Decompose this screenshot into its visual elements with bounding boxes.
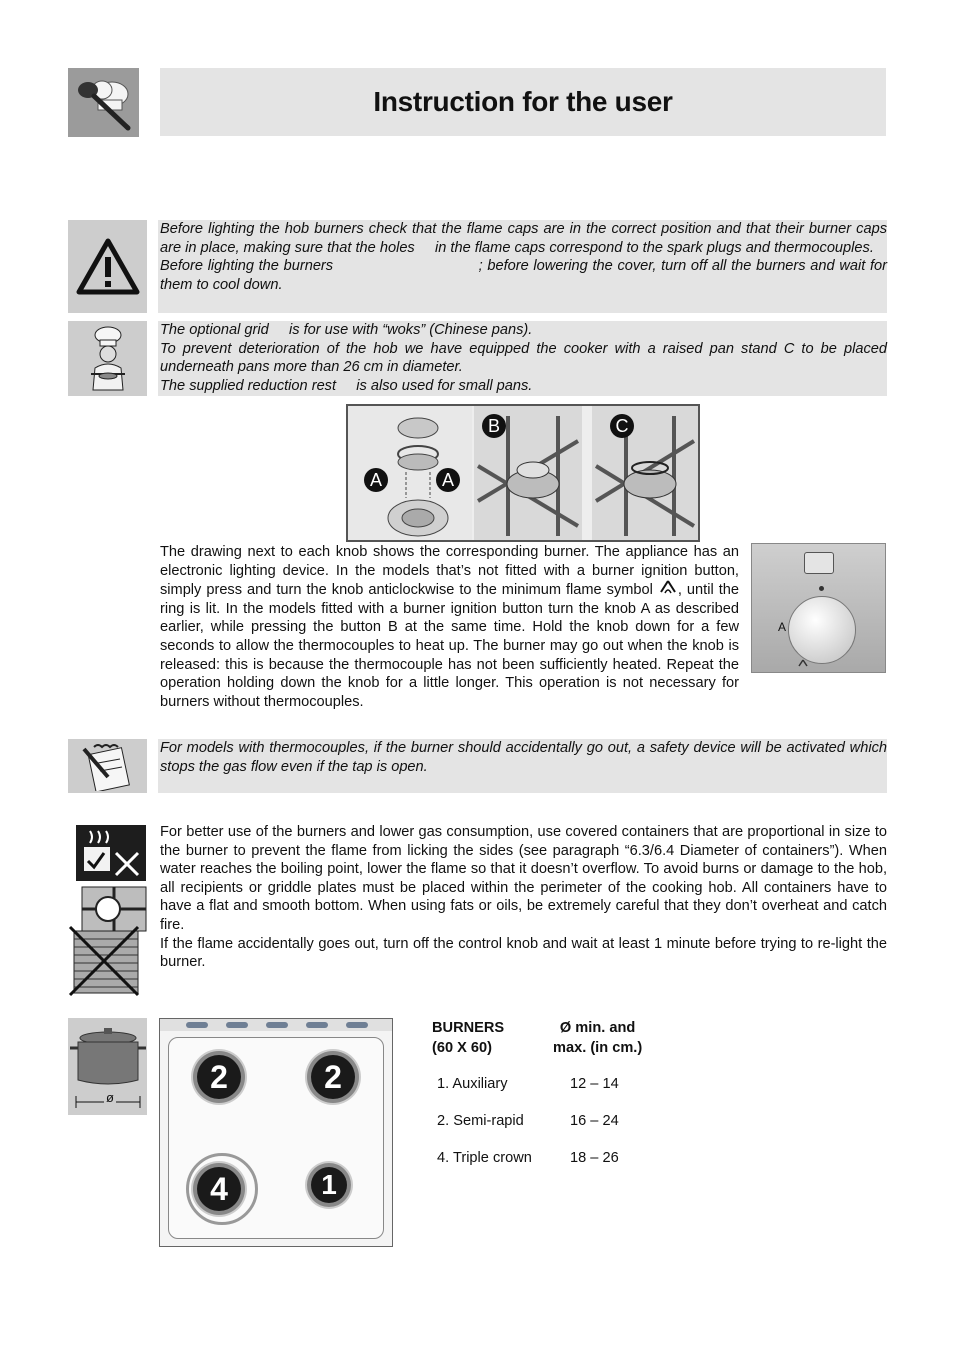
table-row-range: 16 – 24: [570, 1113, 619, 1129]
ignition-button: [804, 552, 834, 574]
containers-para-2: If the flame accidentally goes out, turn off the control knob and wait at least 1 minute before trying to re-light the burner.: [160, 935, 887, 971]
chef-line-1: The optional grid is for use with “woks” (Chinese pans).: [160, 322, 533, 338]
burner-auxiliary: 1: [311, 1167, 347, 1203]
warning-icon-box: [68, 220, 147, 313]
note-icon-box: [68, 739, 147, 793]
chef-spoon-logo: [68, 68, 139, 137]
title-bar: [160, 68, 886, 136]
warning-line-1: Before lighting the hob burners check that the flame caps are in the correct position and that their burner caps are in place, making sure that the holes in the flame caps correspond to the spark plugs and thermocouples.: [160, 221, 892, 256]
pot-diameter-icon-box: [68, 1018, 147, 1115]
min-flame-icon: [658, 580, 678, 596]
note-text: For models with thermocouples, if the burner should accidentally go out, a safety device will be activated which stops the gas flow even if the tap is open.: [160, 740, 887, 775]
burner-semi-rapid-left: 2: [197, 1055, 241, 1099]
warning-text: [160, 220, 892, 294]
chef-icon-box: [68, 321, 147, 396]
burner-assembly-drawing: [348, 406, 698, 540]
burner-semi-rapid-right: 2: [311, 1055, 355, 1099]
containers-icon-stack: [68, 823, 147, 997]
chef-text: [160, 321, 887, 395]
table-row-range: 12 – 14: [570, 1076, 619, 1092]
knob-dial: [788, 596, 856, 664]
chef-line-2: To prevent deterioration of the hob we have equipped the cooker with a raised pan stand C to be placed underneath pans more than 26 cm in diameter.: [160, 340, 887, 376]
table-header-burners: BURNERS (60 X 60): [432, 1020, 505, 1056]
label-c: C: [610, 414, 634, 438]
page-title: Instruction for the user: [373, 86, 673, 117]
hob-knob-mark: [186, 1022, 208, 1028]
warning-line-2: Before lighting the burners ; before lowering the cover, turn off all the burners and wait for them to cool down.: [160, 258, 892, 293]
diameter-label: ø: [106, 1090, 114, 1105]
containers-para-1: For better use of the burners and lower gas consumption, use covered containers that are proportional in size to the burner to prevent the flame from licking the sides (see paragraph “6.3/6.4 Diameter of containers”). When water reaches the boiling point, lower the flame so that it doesn’t overflow. To avoid burns or damage to the hob, all recipients or griddle plates must be placed within the perimeter of the cooking hob. All containers have to have a flat and smooth bottom. When using fats or oils, be extremely careful that they don’t overheat and catch fire.: [160, 824, 887, 933]
hob-knob-mark: [346, 1022, 368, 1028]
knob-dot: [819, 586, 824, 591]
label-a-right: A: [436, 468, 460, 492]
knob-figure: [751, 543, 886, 673]
table-row: 1. Auxiliary: [437, 1076, 508, 1092]
chef-line-3: The supplied reduction rest is also used for small pans.: [160, 377, 533, 394]
label-a-left: A: [364, 468, 388, 492]
table-row: 2. Semi-rapid: [437, 1113, 524, 1129]
knob-text-part1: The drawing next to each knob shows the corresponding burner. The appliance has an electronic lighting device. In the models that’s not fitted with a burner ignition button, simply press and turn the knob anticlockwise to the minimum flame symbol: [160, 544, 739, 599]
burner-triple-crown: 4: [197, 1167, 241, 1211]
warning-triangle-icon: [76, 238, 140, 296]
label-b: B: [482, 414, 506, 438]
burner-assembly-figure: [346, 404, 700, 542]
knob-text-part2: , until the ring is lit. In the models fitted with a burner ignition button turn the knob A as described earlier, while pressing the button B at the same time. Hold the knob down for a few seconds to allow the thermocouples to heat up. The burner may go out when the knob is released: this is because the thermocouple has not been sufficiently heated. Repeat the operation holding down the knob for a little longer. This operation is not necessary for burners without thermocouples.: [160, 582, 739, 710]
table-header-diameter: Ø min. and max. (in cm.): [553, 1020, 643, 1056]
chef-hat-spoon-icon: [68, 68, 139, 137]
hob-knob-mark: [226, 1022, 248, 1028]
notepad-pencil-icon: [78, 741, 138, 791]
table-row-range: 18 – 26: [570, 1150, 619, 1166]
cookware-rules-icon: [68, 823, 147, 997]
knob-instructions: [160, 543, 739, 711]
knob-label-a: A: [778, 620, 787, 634]
hob-diagram: [159, 1018, 393, 1247]
hob-knob-mark: [266, 1022, 288, 1028]
table-row: 4. Triple crown: [437, 1150, 532, 1166]
containers-text: [160, 823, 887, 972]
chef-icon: [83, 326, 133, 392]
hob-knob-mark: [306, 1022, 328, 1028]
burner-table: [432, 1018, 692, 1178]
knob-flame-mark-icon: [798, 659, 808, 667]
